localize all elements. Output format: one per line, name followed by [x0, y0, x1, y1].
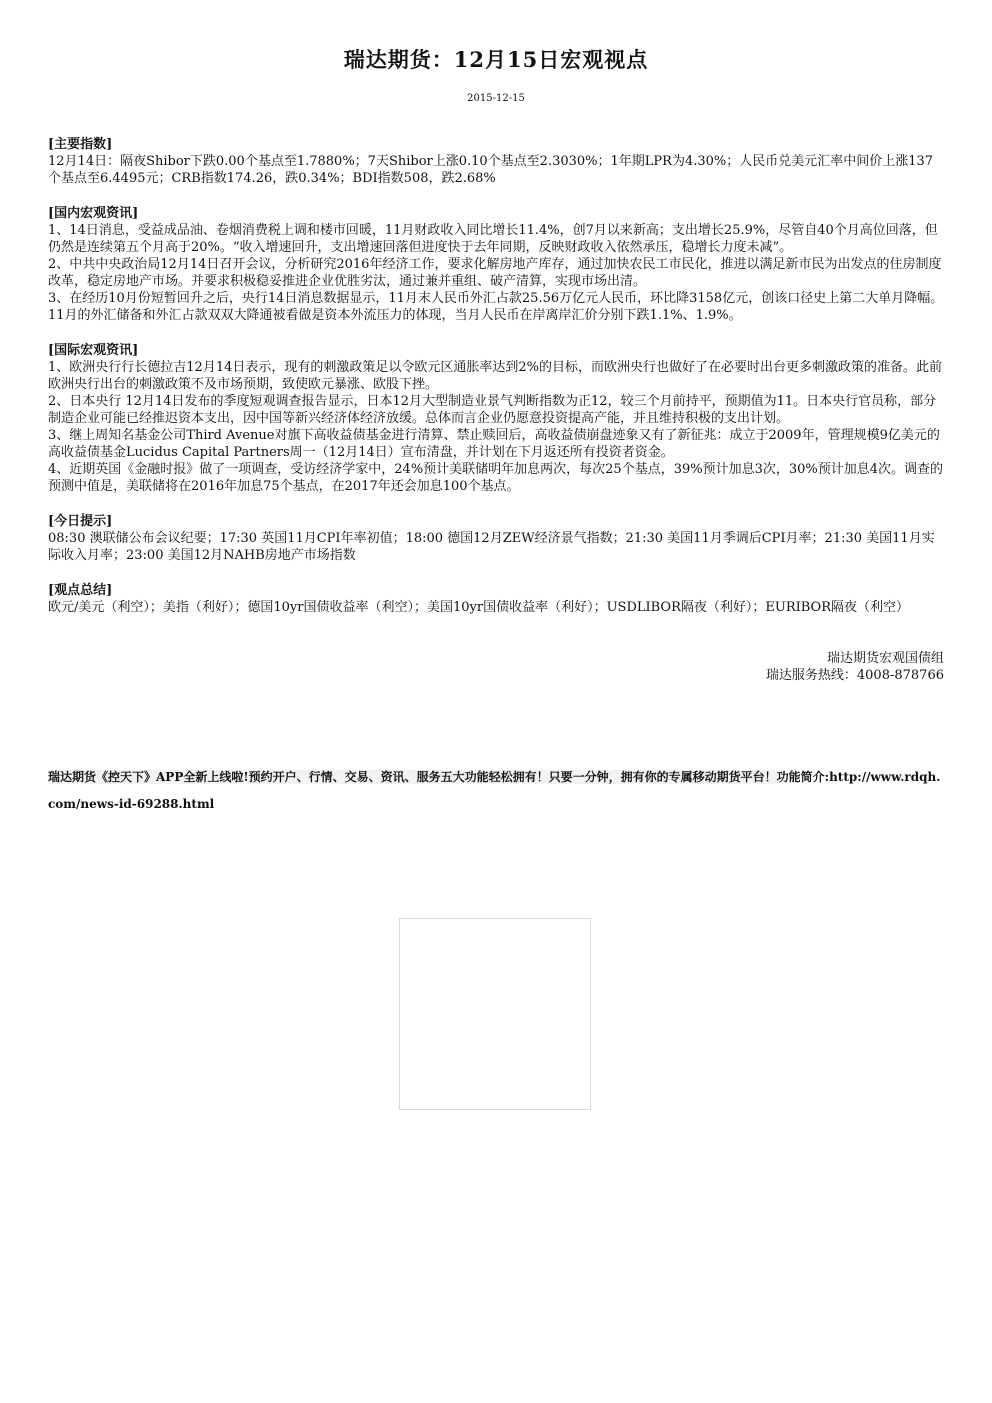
page-title: 瑞达期货：12月15日宏观视点 [343, 47, 649, 72]
signature-hotline: 瑞达服务热线：4008-878766 [765, 668, 944, 683]
publish-date: 2015-12-15 [467, 93, 525, 104]
section-main-indices [48, 136, 944, 187]
signature-block [48, 650, 944, 684]
paragraph: 3、继上周知名基金公司Third Avenue对旗下高收益债基金进行清算、禁止赎回后，高收益债崩盘迹象又有了新征兆：成立于2009年，管理规模9亿美元的高收益债基金Lucidus Capital Partners周一（12月14日）宣布清盘，并计划在下月返还所有投资者资金。 [48, 428, 940, 460]
paragraph: 3、在经历10月份短暂回升之后，央行14日消息数据显示，11月末人民币外汇占款25.56万亿元人民币，环比降3158亿元，创该口径史上第二大单月降幅。11月的外汇储备和外汇占款双双大降通被看做是资本外流压力的体现，当月人民币在岸离岸汇价分别下跌1.1%、1.9%。 [48, 291, 944, 323]
section-heading: [今日提示] [48, 514, 113, 529]
app-promo [48, 764, 944, 818]
paragraph: 08:30 澳联储公布会议纪要；17:30 英国11月CPI年率初值；18:00 德国12月ZEW经济景气指数；21:30 美国11月季调后CPI月率；21:30 美国11月实际收入月率；23:00 美国12月NAHB房地产市场指数 [48, 531, 935, 563]
section-view-summary [48, 582, 944, 616]
paragraph: 欧元/美元（利空）；美指（利好）；德国10yr国债收益率（利空）；美国10yr国债收益率（利好）；USDLIBOR隔夜（利好）；EURIBOR隔夜（利空） [48, 600, 909, 615]
section-heading: [国际宏观资讯] [48, 343, 139, 358]
paragraph: 2、中共中央政治局12月14日召开会议，分析研究2016年经济工作，要求化解房地产库存，通过加快农民工市民化，推进以满足新市民为出发点的住房制度改革，稳定房地产市场。并要求积极稳妥推进企业优胜劣汰，通过兼并重组、破产清算，实现市场出清。 [48, 257, 942, 289]
section-heading: [观点总结] [48, 583, 113, 598]
paragraph: 1、14日消息，受益成品油、卷烟消费税上调和楼市回暖，11月财政收入同比增长11.4%，创7月以来新高；支出增长25.9%，尽管自40个月高位回落，但仍然是连续第五个月高于20%。“收入增速回升，支出增速回落但进度快于去年同期，反映财政收入依然承压，稳增长力度未减”。 [48, 223, 938, 255]
section-domestic-macro [48, 205, 944, 324]
promo-text: 瑞达期货《控天下》APP全新上线啦!预约开户、行情、交易、资讯、服务五大功能轻松拥有！只要一分钟，拥有你的专属移动期货平台！ [48, 770, 777, 784]
paragraph: 1、欧洲央行行长德拉吉12月14日表示，现有的刺激政策足以令欧元区通胀率达到2%的目标，而欧洲央行也做好了在必要时出台更多刺激政策的准备。此前欧洲央行出台的刺激政策不及市场预期，致使欧元暴涨、欧股下挫。 [48, 360, 942, 392]
paragraph: 12月14日：隔夜Shibor下跌0.00个基点至1.7880%；7天Shibor上涨0.10个基点至2.3030%；1年期LPR为4.30%；人民币兑美元汇率中间价上涨137个基点至6.4495元；CRB指数174.26，跌0.34%；BDI指数508，跌2.68% [48, 154, 934, 186]
section-heading: [国内宏观资讯] [48, 206, 139, 221]
paragraph: 2、日本央行 12月14日发布的季度短观调查报告显示，日本12月大型制造业景气判断指数为正12，较三个月前持平，预期值为11。日本央行官员称，部分制造企业可能已经推迟资本支出，因中国等新兴经济体经济放缓。总体而言企业仍愿意投资提高产能，并且维持积极的支出计划。 [48, 394, 937, 426]
signature-team: 瑞达期货宏观国债组 [826, 651, 944, 666]
document-page [48, 0, 944, 818]
section-international-macro [48, 342, 944, 495]
qr-image-placeholder [399, 918, 591, 1110]
section-today-tips [48, 513, 944, 564]
promo-link[interactable]: 功能简介:http://www.rdqh.com/news-id-69288.html [48, 770, 941, 811]
paragraph: 4、近期英国《金融时报》做了一项调查，受访经济学家中，24%预计美联储明年加息两次，每次25个基点，39%预计加息3次，30%预计加息4次。调查的预测中值是，美联储将在2016年加息75个基点，在2017年还会加息100个基点。 [48, 462, 944, 494]
section-heading: [主要指数] [48, 137, 113, 152]
